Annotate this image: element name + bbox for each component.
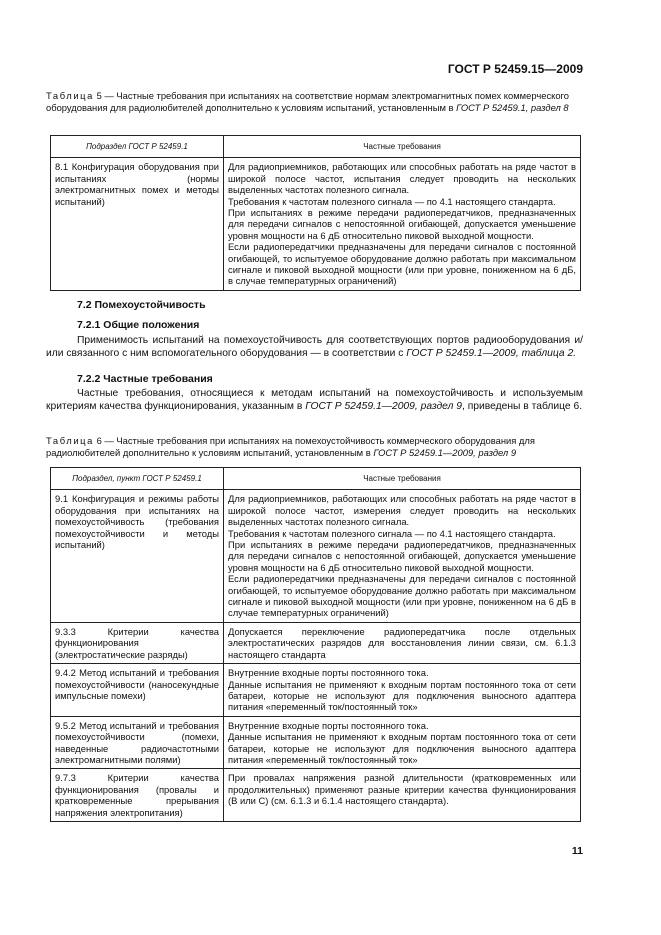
table5-row1-section: 8.1 Конфигурация оборудования при испытаниях (нормы электромагнитных помех и методы испытаний): [51, 158, 224, 290]
section-7-2-heading: 7.2 Помехоустойчивость: [77, 299, 206, 311]
table5: [50, 135, 581, 291]
table6-row4-section: 9.5.2 Метод испытаний и требования помехоустойчивости (помехи, наведенные радиочастотными электромагнитными полями): [51, 716, 224, 769]
table5-col1-header: Подраздел ГОСТ Р 52459.1: [51, 136, 224, 158]
section-7-2-1-heading: 7.2.1 Общие положения: [77, 319, 200, 331]
table5-label: Таблица: [46, 90, 94, 101]
table6-caption-text: 6 — Частные требования при испытаниях на помехоустойчивость коммерческого оборудования для радиолюбителей дополнительно к условиям испытаний, установленным в: [46, 435, 535, 459]
table5-caption: [46, 90, 584, 115]
table6-caption: [46, 435, 584, 460]
document-code: ГОСТ Р 52459.15—2009: [447, 62, 583, 76]
page-number: 11: [571, 845, 583, 857]
table5-row1-requirements: Для радиоприемников, работающих или способных работать на ряде частот в широкой полосе частот, испытания следует проводить на нескольких выделенных частотах полезного сигнала. Требования к частотам полезного сигнала — по 4.1 настоящего стандарта. При испытаниях в режиме передачи радиопередатчиков, предназначенных для передачи сигналов с непостоянной огибающей, допускается уменьшение уровня мощности на 6 дБ относительно пиковой выходной мощности. Если радиопередатчики предназначены для передачи сигналов с постоянной огибающей, то испытуемое оборудование должно работать при максимальном сигнале и пиковой выходной мощности (или при уровне, пониженном на 6 дБ, в случае температурных ограничений): [224, 158, 581, 290]
table5-caption-ref: ГОСТ Р 52459.1, раздел 8: [456, 102, 569, 114]
table6-row3-requirements: Внутренние входные порты постоянного тока. Данные испытания не применяют к входным портам постоянного тока от сети батареи, которые не используют для подключения выносного адаптера питания «переменный ток/постоянный ток»: [224, 664, 581, 717]
table-row: [51, 664, 581, 717]
table-row: [51, 769, 581, 822]
table6: [50, 467, 581, 822]
table-row: [51, 158, 581, 290]
table-row: [51, 716, 581, 769]
table-row: [51, 622, 581, 663]
table6-row2-requirements: Допускается переключение радиопередатчика после отдельных электростатических разрядов для восстановления линии связи, см. 6.1.3 настоящего стандарта: [224, 622, 581, 663]
table6-col1-header: Подраздел, пункт ГОСТ Р 52459.1: [51, 468, 224, 490]
table6-row3-section: 9.4.2 Метод испытаний и требования помехоустойчивости (наносекундные импульсные помехи): [51, 664, 224, 717]
table6-row5-requirements: При провалах напряжения разной длительности (кратковременных или продолжительных) применяют разные критерии качества функционирования (В или С) (см. 6.1.3 и 6.1.4 настоящего стандарта).: [224, 769, 581, 822]
table6-row1-section: 9.1 Конфигурация и режимы работы оборудования при испытаниях на помехоустойчивость (требования помехоустойчивости и методы испытаний): [51, 490, 224, 622]
table6-row4-requirements: Внутренние входные порты постоянного тока. Данные испытания не применяют к входным портам постоянного тока от сети батареи, которые не используют для подключения выносного адаптера питания «переменный ток/постоянный ток»: [224, 716, 581, 769]
table6-label: Таблица: [46, 435, 94, 446]
section-7-2-1-paragraph: Применимость испытаний на помехоустойчивость для соответствующих портов радиооборудования и/или связанного с ним вспомогательного оборудования — в соответствии с ГОСТ Р 52459.1—2009, таблица 2.: [46, 335, 583, 360]
section-7-2-2-heading: 7.2.2 Частные требования: [77, 373, 213, 385]
table5-col2-header: Частные требования: [224, 136, 581, 158]
table6-row2-section: 9.3.3 Критерии качества функционирования (электростатические разряды): [51, 622, 224, 663]
section-7-2-2-paragraph: Частные требования, относящиеся к методам испытаний на помехоустойчивость и используемым критериям качества функционирования, указанным в ГОСТ Р 52459.1—2009, раздел 9, приведены в таблице 6.: [46, 388, 583, 413]
table6-row5-section: 9.7.3 Критерии качества функционирования (провалы и кратковременные прерывания напряжения электропитания): [51, 769, 224, 822]
table5-caption-text: 5 — Частные требования при испытаниях на соответствие нормам электромагнитных помех коммерческого оборудования для радиолюбителей дополнительно к условиям испытаний, установленным в: [46, 90, 569, 114]
table-row: [51, 490, 581, 622]
table6-caption-ref: ГОСТ Р 52459.1—2009, раздел 9: [373, 447, 517, 459]
table6-col2-header: Частные требования: [224, 468, 581, 490]
table6-row1-requirements: Для радиоприемников, работающих или способных работать на ряде частот в широкой полосе частот, измерения следует проводить на нескольких выделенных частотах полезного сигнала. Требования к частотам полезного сигнала — по 4.1 настоящего стандарта. При испытаниях в режиме передачи радиопередатчиков, предназначенных для передачи сигналов с непостоянной огибающей, допускается уменьшение уровня мощности на 6 дБ относительно пиковой выходной мощности. Если радиопередатчики предназначены для передачи сигналов с постоянной огибающей, то испытуемое оборудование должно работать при максимальном сигнале и пиковой выходной мощности (или при уровне, пониженном на 6 дБ в случае температурных ограничений): [224, 490, 581, 622]
